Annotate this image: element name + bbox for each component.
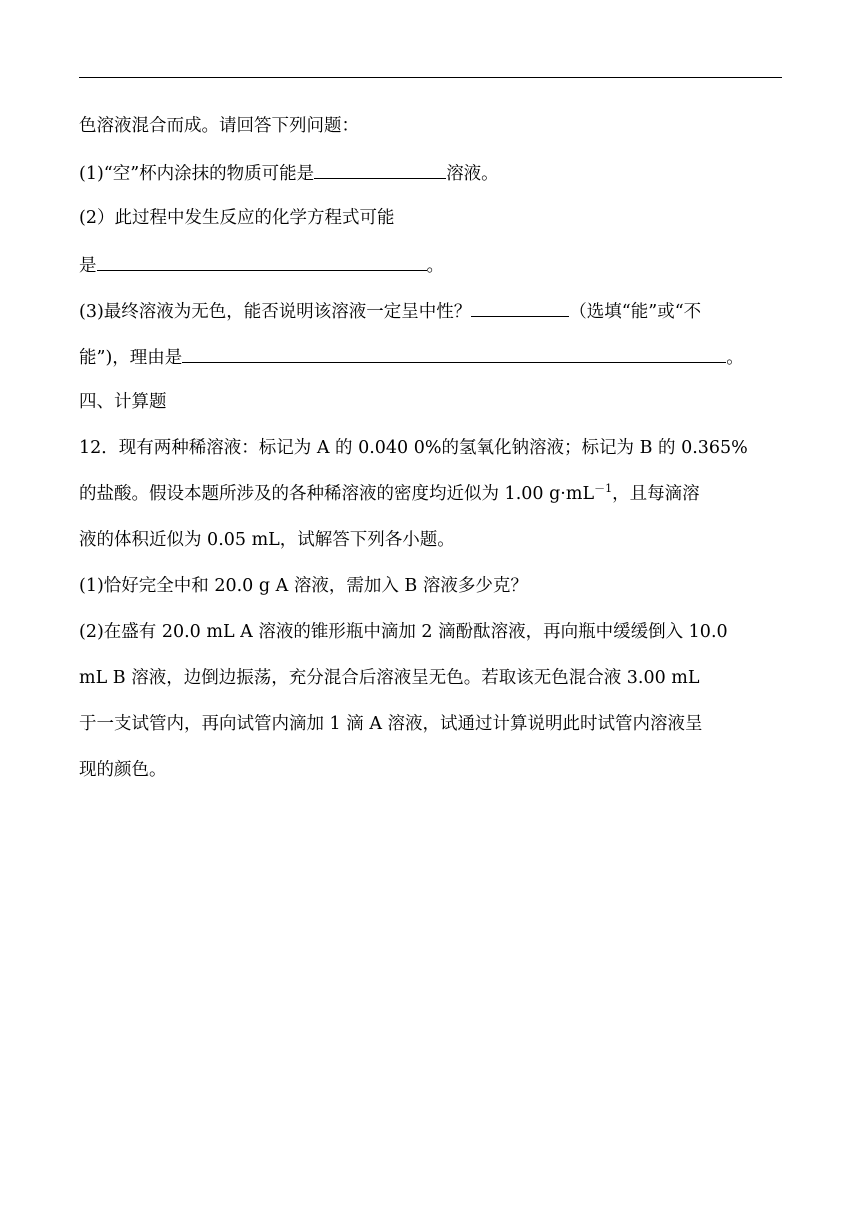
line-text: 12．现有两种稀溶液：标记为 A 的 0.040 0%的氢氧化钠溶液；标记为 B 的 0.365% [79,438,748,458]
superscript: －1 [594,482,613,495]
answer-blank[interactable] [182,345,684,363]
question-2 [79,207,784,229]
text-line [79,667,784,689]
problem-12 [79,437,784,459]
line-text: 液的体积近似为 0.05 mL，试解答下列各小题。 [79,530,455,550]
sub-question-2 [79,621,784,643]
line-text: 现的颜色。 [79,760,167,780]
line-text: mL B 溶液，边倒边振荡，充分混合后溶液呈无色。若取该无色混合液 3.00 mL [79,668,700,688]
text-line [79,115,784,137]
section-title: 四、计算题 [79,392,167,412]
text-line [79,759,784,781]
line-text: (3)最终溶液为无色，能否说明该溶液一定呈中性？ [79,302,472,322]
question-3 [79,299,784,323]
line-text: 。 [726,348,744,368]
line-text: ，且每滴溶 [612,484,700,504]
text-line [79,713,784,735]
line-text: 能”)，理由是 [79,348,183,368]
question-1 [79,161,784,185]
line-text: 。 [426,256,444,276]
question-3-reason [79,345,784,369]
line-text: 色溶液混合而成。请回答下列问题： [79,116,359,136]
line-text: (2）此过程中发生反应的化学方程式可能 [79,208,395,228]
question-2-answer-line [79,253,784,277]
answer-blank-tail [684,345,726,363]
line-text: 是 [79,256,97,276]
line-text: (1)恰好完全中和 20.0 g A 溶液，需加入 B 溶液多少克？ [79,576,528,596]
header-rule [79,77,782,78]
line-text: 的盐酸。假设本题所涉及的各种稀溶液的密度均近似为 1.00 g·mL [79,484,595,504]
line-text: (1)“空”杯内涂抹的物质可能是 [79,164,315,184]
answer-blank-tail [551,299,569,317]
line-text: 于一支试管内，再向试管内滴加 1 滴 A 溶液，试通过计算说明此时试管内溶液呈 [79,714,703,734]
section-heading [79,391,784,413]
answer-blank[interactable] [97,253,427,271]
line-text: 溶液。 [446,164,499,184]
answer-blank[interactable] [471,299,551,317]
text-line [79,483,784,505]
line-text: (2)在盛有 20.0 mL A 溶液的锥形瓶中滴加 2 滴酚酞溶液，再向瓶中缓缓倒入 10.0 [79,622,728,642]
line-text: （选填“能”或“不 [569,302,702,322]
answer-blank[interactable] [314,161,446,179]
text-line [79,529,784,551]
sub-question-1 [79,575,784,597]
